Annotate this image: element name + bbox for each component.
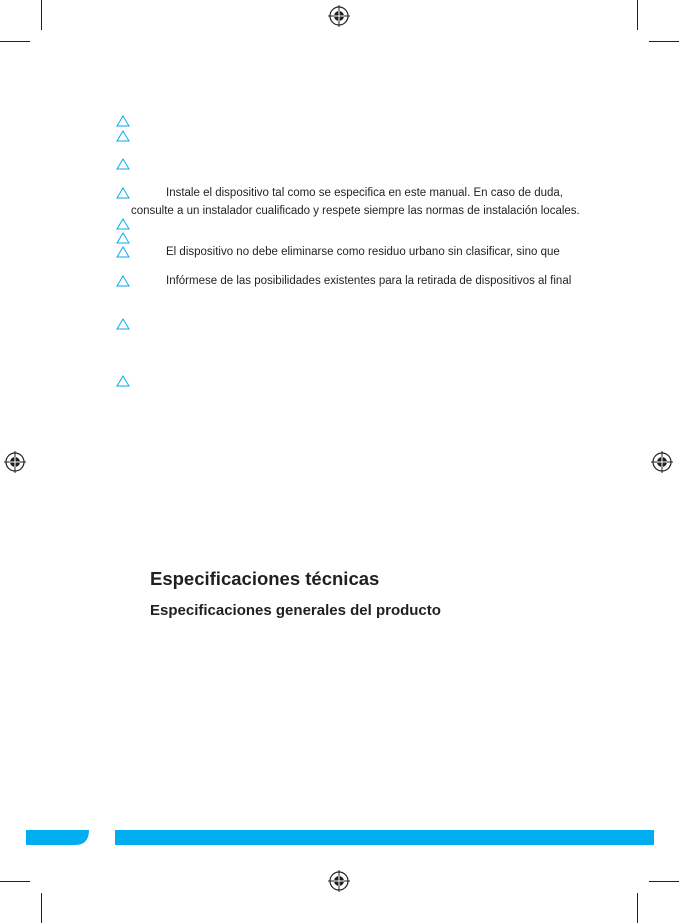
registration-mark-icon: [651, 451, 673, 473]
warning-triangle-icon: [116, 375, 130, 387]
safety-text-disposal: El dispositivo no debe eliminarse como residuo urbano sin clasificar, sino que: [166, 246, 560, 258]
warning-triangle-icon: [116, 187, 130, 199]
crop-mark-bottom-left-h: [0, 881, 30, 882]
crop-mark-top-right-v: [637, 0, 638, 30]
warning-triangle-icon: [116, 158, 130, 170]
registration-mark-icon: [4, 451, 26, 473]
section-heading: Especificaciones técnicas: [150, 568, 380, 589]
crop-mark-top-left-v: [41, 0, 42, 30]
safety-text-installer: consulte a un instalador cualificado y respete siempre las normas de instalación locales.: [131, 205, 580, 217]
crop-mark-bottom-right-h: [649, 881, 679, 882]
footer-bar-left: [26, 830, 75, 845]
warning-triangle-icon: [116, 246, 130, 258]
safety-text-install: Instale el dispositivo tal como se especifica en este manual. En caso de duda,: [166, 187, 563, 199]
warning-triangle-icon: [116, 318, 130, 330]
crop-mark-bottom-right-v: [637, 893, 638, 923]
footer-bar-main: [115, 830, 654, 845]
warning-triangle-icon: [116, 130, 130, 142]
warning-triangle-icon: [116, 275, 130, 287]
registration-mark-icon: [328, 870, 350, 892]
warning-triangle-icon: [116, 115, 130, 127]
footer-bar-cap: [75, 830, 89, 845]
warning-triangle-icon: [116, 218, 130, 230]
crop-mark-top-left-h: [0, 41, 30, 42]
crop-mark-top-right-h: [649, 41, 679, 42]
subsection-heading: Especificaciones generales del producto: [150, 602, 441, 619]
crop-mark-bottom-left-v: [41, 893, 42, 923]
warning-triangle-icon: [116, 232, 130, 244]
registration-mark-icon: [328, 5, 350, 27]
safety-text-recycling: Infórmese de las posibilidades existentes para la retirada de dispositivos al final: [166, 275, 572, 287]
